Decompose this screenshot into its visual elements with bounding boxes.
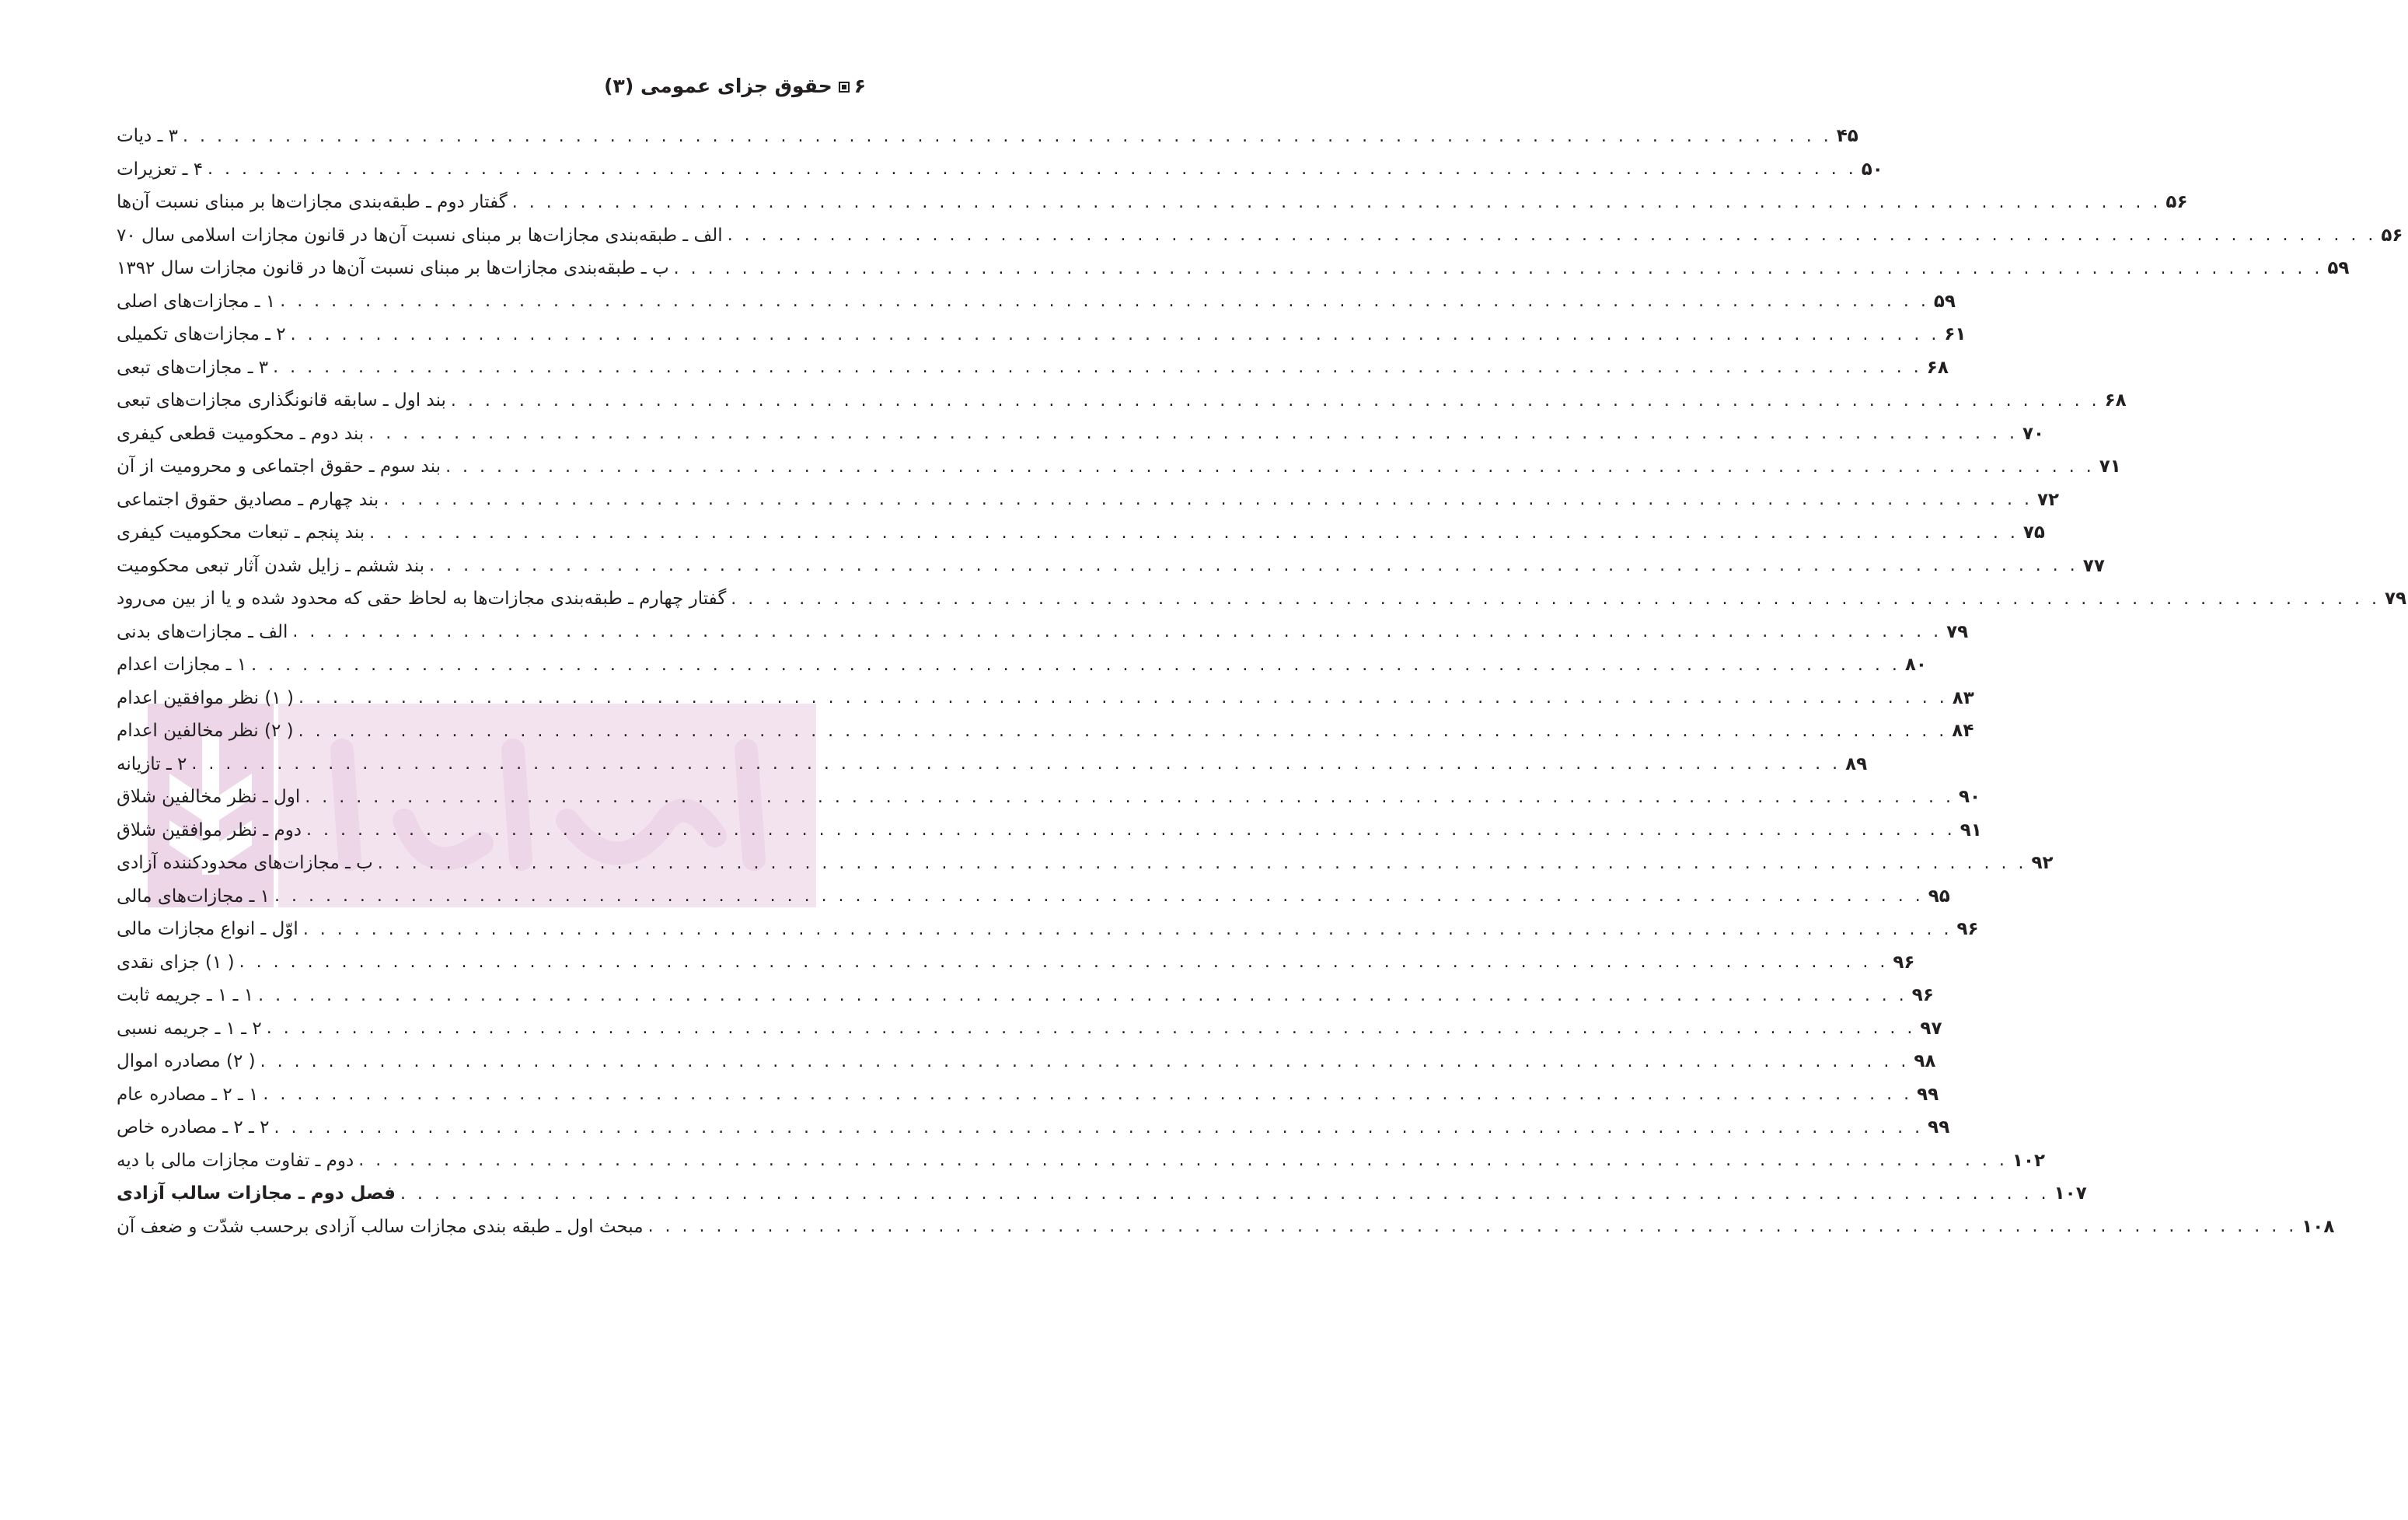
toc-entry[interactable]	[117, 1144, 2046, 1178]
toc-entry-title: ۱ ـ مجازات اعدام	[117, 655, 247, 676]
dot-leader	[365, 523, 2023, 543]
toc-entry-title: بند پنجم ـ تبعات محکومیت کیفری	[117, 522, 365, 543]
dot-leader	[302, 820, 1960, 840]
toc-entry-page: ۸۳	[1952, 687, 1974, 708]
toc-entry-title: دوم ـ نظر موافقین شلاق	[117, 819, 302, 840]
toc-entry-title: ۱ ـ ۲ ـ مصادره عام	[117, 1084, 259, 1105]
toc-entry-title: مبحث اول ـ طبقه بندی مجازات سالب آزادی برحسب شدّت و ضعف آن	[117, 1216, 644, 1237]
dot-leader	[256, 1052, 1914, 1071]
toc-entry-page: ۷۷	[2082, 555, 2105, 576]
toc-entry-page: ۶۸	[1926, 357, 1949, 378]
dot-leader	[275, 292, 1934, 311]
toc-entry-title: ۴ ـ تعزیرات	[117, 159, 204, 180]
toc-entry[interactable]	[117, 1211, 2335, 1244]
dot-leader	[269, 1118, 1928, 1137]
toc-entry-page: ۹۶	[1956, 919, 1979, 940]
toc-entry-title: ۲ ـ تازیانه	[117, 753, 187, 774]
toc-entry-title: ۲ ـ مجازات‌های تکمیلی	[117, 324, 286, 345]
toc-entry[interactable]	[117, 1111, 1950, 1144]
dot-leader	[203, 159, 1862, 179]
toc-entry[interactable]	[117, 484, 2060, 517]
toc-entry-title: ۲ ـ ۱ ـ جریمه نسبی	[117, 1018, 262, 1039]
toc-entry[interactable]	[117, 648, 1927, 682]
toc-entry-title: بند ششم ـ زایل شدن آثار تبعی محکومیت	[117, 555, 425, 576]
toc-entry[interactable]	[117, 351, 1949, 385]
toc-entry-page: ۹۶	[1911, 985, 1934, 1006]
dot-leader	[726, 589, 2385, 609]
toc-entry-page: ۵۰	[1861, 159, 1883, 180]
toc-entry-title: ۳ ـ مجازات‌های تبعی	[117, 357, 269, 378]
toc-entry-title: گفتار دوم ـ طبقه‌بندی مجازات‌ها بر مبنای نسبت آن‌ها	[117, 192, 508, 213]
toc-entry[interactable]	[117, 219, 2403, 253]
toc-entry[interactable]	[117, 1045, 1936, 1078]
dot-leader	[669, 259, 2328, 278]
toc-entry-page: ۱۰۲	[2012, 1150, 2046, 1171]
toc-entry-title: گفتار چهارم ـ طبقه‌بندی مجازات‌ها به لحاظ حقی که محدود شده و یا از بین می‌رود	[117, 589, 727, 610]
toc-entry-title: ۱ ـ ۱ ـ جریمه ثابت	[117, 985, 254, 1006]
dot-leader	[364, 424, 2022, 443]
toc-entry-title: اول ـ نظر مخالفین شلاق	[117, 787, 301, 808]
dot-leader	[262, 1019, 1921, 1038]
dot-leader	[235, 952, 1893, 972]
dot-leader	[373, 854, 2032, 873]
toc-entry-page: ۱۰۸	[2302, 1216, 2335, 1237]
dot-leader	[288, 622, 1946, 641]
table-of-contents	[117, 120, 2407, 1243]
toc-entry[interactable]	[117, 748, 1868, 781]
toc-entry-page: ۷۰	[2022, 423, 2045, 444]
toc-entry[interactable]	[117, 153, 1883, 187]
toc-entry-page: ۶۱	[1944, 324, 1967, 345]
toc-entry[interactable]	[117, 781, 1981, 814]
dot-leader	[379, 490, 2037, 509]
toc-entry-title: بند دوم ـ محکومیت قطعی کیفری	[117, 423, 365, 444]
toc-entry[interactable]	[117, 847, 2054, 880]
toc-entry-page: ۵۹	[2327, 258, 2350, 279]
toc-entry-title: فصل دوم ـ مجازات سالب آزادی	[117, 1183, 396, 1204]
toc-entry[interactable]	[117, 418, 2045, 451]
dot-leader	[354, 1151, 2012, 1170]
toc-entry-title: ب ـ مجازات‌های محدودکننده آزادی	[117, 853, 373, 874]
toc-entry-title: ۱ ـ مجازات‌های اصلی	[117, 291, 276, 312]
toc-entry[interactable]	[117, 186, 2188, 219]
dot-leader	[294, 688, 1953, 708]
dot-leader	[508, 193, 2166, 212]
toc-entry-title: بند اول ـ سابقه قانونگذاری مجازات‌های تبعی	[117, 390, 446, 411]
square-bullet-icon	[839, 82, 850, 93]
toc-entry-page: ۸۴	[1952, 721, 1974, 742]
dot-leader	[298, 920, 1957, 939]
toc-entry[interactable]	[117, 1177, 2087, 1211]
toc-entry-page: ۱۰۷	[2054, 1183, 2087, 1204]
toc-entry-page: ۹۲	[2031, 853, 2054, 874]
dot-leader	[246, 655, 1905, 675]
toc-entry-page: ۶۸	[2104, 390, 2127, 411]
dot-leader	[294, 722, 1953, 741]
toc-entry[interactable]	[117, 814, 1982, 847]
dot-leader	[178, 127, 1837, 146]
dot-leader	[253, 986, 1912, 1005]
toc-entry-title: ( ۲) نظر مخالفین اعدام	[117, 721, 294, 742]
toc-entry[interactable]	[117, 913, 1979, 946]
dot-leader	[187, 754, 1845, 774]
toc-entry[interactable]	[117, 1078, 1939, 1112]
toc-entry-page: ۹۵	[1928, 886, 1950, 907]
toc-entry-page: ۹۷	[1920, 1018, 1942, 1039]
toc-entry-title: ۲ ـ ۲ ـ مصادره خاص	[117, 1117, 270, 1138]
toc-entry[interactable]	[117, 1012, 1942, 1046]
toc-entry-page: ۹۹	[1928, 1117, 1950, 1138]
dot-leader	[441, 457, 2099, 477]
toc-entry[interactable]	[117, 120, 1858, 153]
toc-entry-page: ۷۹	[2384, 589, 2407, 610]
toc-entry-title: ۳ ـ دیات	[117, 126, 179, 147]
toc-entry-page: ۵۶	[2165, 192, 2188, 213]
toc-entry-page: ۹۰	[1958, 787, 1981, 808]
toc-entry-page: ۷۱	[2099, 456, 2121, 477]
toc-entry-title: ب ـ طبقه‌بندی مجازات‌ها بر مبنای نسبت آن‌ها در قانون مجازات سال ۱۳۹۲	[117, 258, 669, 279]
toc-entry-title: اوّل ـ انواع مجازات مالی	[117, 919, 298, 940]
dot-leader	[424, 556, 2083, 575]
dot-leader	[300, 788, 1959, 807]
toc-entry[interactable]	[117, 318, 1967, 351]
toc-entry[interactable]	[117, 880, 1950, 914]
toc-entry-title: الف ـ طبقه‌بندی مجازات‌ها بر مبنای نسبت آن‌ها در قانون مجازات اسلامی سال ۷۰	[117, 225, 723, 246]
toc-entry-page: ۹۹	[1917, 1084, 1939, 1105]
toc-entry-title: ( ۱) جزای نقدی	[117, 952, 235, 973]
dot-leader	[644, 1217, 2302, 1236]
toc-entry[interactable]	[117, 550, 2105, 583]
toc-entry-page: ۷۹	[1946, 621, 1969, 642]
dot-leader	[286, 325, 1945, 344]
toc-entry-title: دوم ـ تفاوت مجازات مالی با دیه	[117, 1150, 354, 1171]
toc-entry[interactable]	[117, 450, 2121, 484]
dot-leader	[268, 358, 1927, 377]
toc-entry-title: بند چهارم ـ مصادیق حقوق اجتماعی	[117, 489, 379, 510]
toc-entry-title: ( ۱) نظر موافقین اعدام	[117, 687, 295, 708]
toc-entry-page: ۴۵	[1836, 126, 1858, 147]
toc-entry-title: ( ۲) مصادره اموال	[117, 1051, 256, 1072]
toc-entry[interactable]	[117, 616, 1969, 649]
page-number: ۶	[853, 75, 866, 97]
dot-leader	[396, 1184, 2054, 1204]
toc-entry-page: ۵۹	[1933, 291, 1956, 312]
toc-entry-page: ۹۱	[1960, 819, 1982, 840]
dot-leader	[723, 225, 2382, 245]
dot-leader	[446, 391, 2105, 411]
toc-entry[interactable]	[117, 384, 2127, 418]
toc-entry-title: الف ـ مجازات‌های بدنی	[117, 621, 288, 642]
toc-entry[interactable]	[117, 979, 1934, 1012]
toc-entry-page: ۹۶	[1893, 952, 1915, 973]
toc-entry[interactable]	[117, 715, 1974, 748]
toc-entry-page: ۸۹	[1845, 753, 1868, 774]
toc-entry[interactable]	[117, 582, 2407, 616]
toc-entry-title: بند سوم ـ حقوق اجتماعی و محرومیت از آن	[117, 456, 441, 477]
dot-leader	[258, 1085, 1917, 1104]
toc-entry-page: ۷۵	[2022, 522, 2045, 543]
book-title: حقوق جزای عمومی (۳)	[604, 75, 832, 97]
toc-entry[interactable]	[117, 946, 1915, 980]
page-header	[233, 73, 866, 100]
toc-entry[interactable]	[117, 285, 1956, 319]
toc-entry-page: ۷۲	[2037, 489, 2060, 510]
toc-entry[interactable]	[117, 682, 1974, 715]
toc-entry-page: ۵۶	[2381, 225, 2403, 246]
toc-entry-page: ۹۸	[1914, 1051, 1936, 1072]
toc-entry[interactable]	[117, 516, 2045, 550]
toc-entry-title: ۱ ـ مجازات‌های مالی	[117, 886, 270, 907]
toc-entry[interactable]	[117, 252, 2350, 285]
toc-entry-page: ۸۰	[1904, 655, 1927, 676]
dot-leader	[270, 886, 1928, 906]
